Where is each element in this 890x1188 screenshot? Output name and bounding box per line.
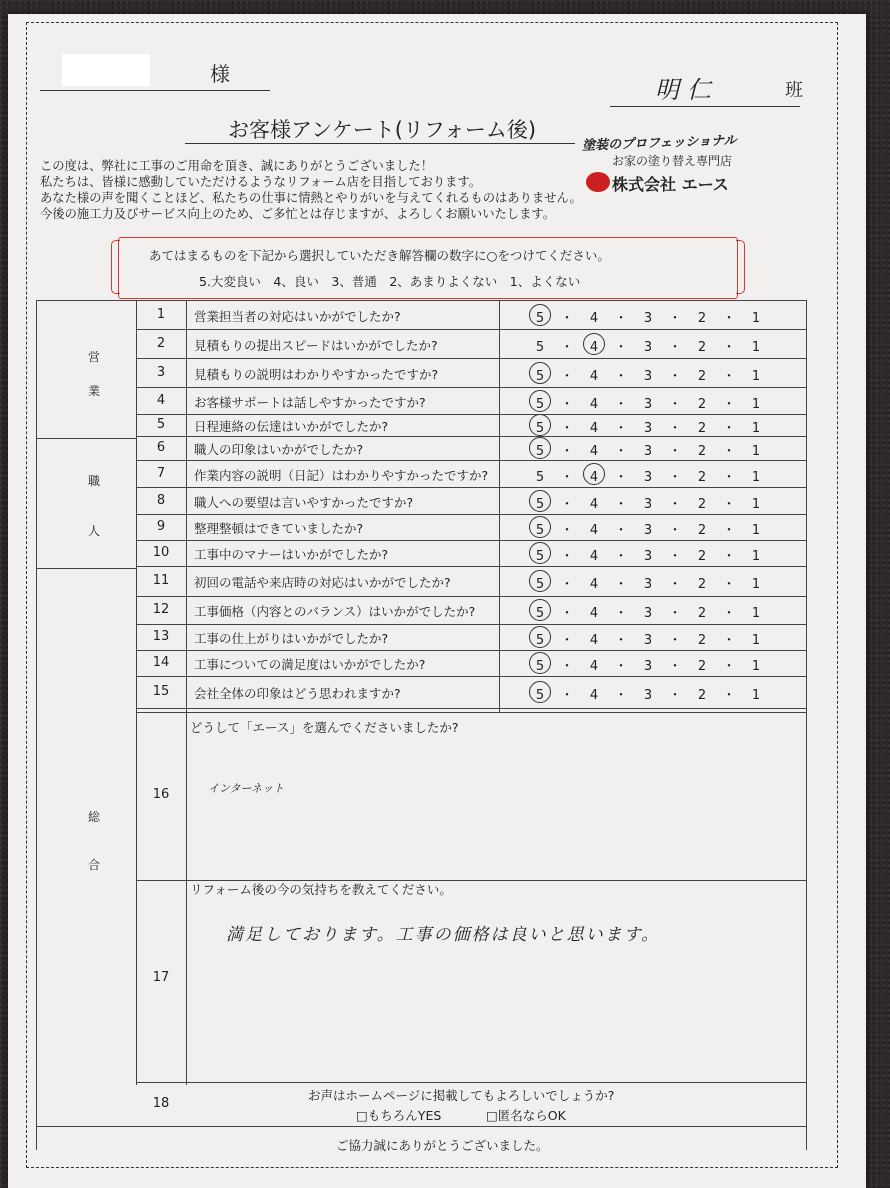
- rating-separator: ・: [722, 396, 736, 412]
- rating-separator: ・: [722, 577, 736, 592]
- rating-option[interactable]: 2: [697, 339, 707, 355]
- redacted-customer-name: [62, 54, 150, 86]
- question-text: 職人の印象はいかがでしたか?: [194, 442, 364, 457]
- row-border: [136, 650, 806, 651]
- rating-option[interactable]: 2: [697, 549, 707, 564]
- rating-option[interactable]: 3: [643, 368, 653, 384]
- rating-option[interactable]: 5: [535, 496, 545, 512]
- rating-option[interactable]: 2: [697, 659, 707, 674]
- rating-option[interactable]: 4: [589, 688, 599, 703]
- category-sales-2: 業: [88, 384, 101, 398]
- rating-separator: ・: [560, 577, 574, 592]
- answer-circle: [529, 516, 551, 538]
- question-text: 職人への要望は言いやすかったですか?: [194, 494, 414, 510]
- question-text: 工事価格（内容とのバランス）はいかがでしたか?: [194, 604, 476, 619]
- answer-circle: [529, 304, 551, 326]
- rating-option[interactable]: 5: [535, 577, 545, 592]
- answer-circle: [529, 652, 551, 674]
- rating-separator: ・: [668, 577, 682, 592]
- answer-circle: [529, 490, 551, 512]
- row-border: [136, 596, 806, 597]
- row-border: [136, 487, 806, 488]
- q16-question: どうして「エース」を選んでくださいましたか?: [190, 720, 459, 735]
- rating-scale: [531, 466, 765, 485]
- question-number: 10: [152, 545, 170, 560]
- question-number: 4: [156, 392, 166, 408]
- question-text: 工事についての満足度はいかがでしたか?: [194, 657, 426, 672]
- rating-option[interactable]: 3: [643, 396, 653, 412]
- rating-option[interactable]: 1: [751, 606, 761, 621]
- rating-separator: ・: [560, 396, 574, 412]
- row-border: [136, 460, 806, 461]
- rating-separator: ・: [614, 444, 628, 459]
- rating-separator: ・: [614, 633, 628, 648]
- rating-option[interactable]: 5: [535, 310, 545, 326]
- team-line: [610, 106, 800, 107]
- rating-option[interactable]: 1: [751, 496, 761, 512]
- rating-scale: [531, 545, 765, 564]
- row-border: [136, 566, 806, 567]
- rating-option[interactable]: 4: [589, 549, 599, 564]
- category-border: [36, 568, 136, 569]
- q18-option-anonymous[interactable]: □匿名ならOK: [486, 1108, 566, 1123]
- rating-option[interactable]: 3: [643, 523, 653, 538]
- rating-option[interactable]: 1: [751, 523, 761, 538]
- question-number: 5: [156, 417, 166, 432]
- rating-separator: ・: [722, 310, 736, 326]
- rating-option[interactable]: 2: [697, 368, 707, 384]
- category-border: [36, 438, 136, 439]
- rating-separator: ・: [560, 310, 574, 326]
- category-overall-2: 合: [88, 858, 101, 872]
- rating-option[interactable]: 1: [751, 310, 761, 326]
- answer-circle: [529, 542, 551, 564]
- answer-circle: [529, 414, 551, 436]
- rating-option[interactable]: 3: [643, 444, 653, 459]
- row-border: [136, 624, 806, 625]
- table-right-border: [806, 300, 807, 1150]
- rating-option[interactable]: 4: [589, 396, 599, 412]
- rating-scale: [531, 519, 765, 538]
- q17-number: 17: [152, 970, 170, 985]
- rating-option[interactable]: 1: [751, 659, 761, 674]
- rating-option[interactable]: 1: [751, 577, 761, 592]
- rating-option[interactable]: 2: [697, 523, 707, 538]
- rating-separator: ・: [560, 469, 574, 485]
- rating-separator: ・: [614, 421, 628, 436]
- rating-option[interactable]: 1: [751, 444, 761, 459]
- question-number: 12: [152, 602, 170, 617]
- rating-separator: ・: [560, 633, 574, 648]
- number-divider: [186, 300, 187, 1085]
- rating-option[interactable]: 5: [535, 659, 545, 674]
- company-tagline: 塗装のプロフェッショナル: [581, 133, 737, 154]
- question-text: 営業担当者の対応はいかがでしたか?: [194, 308, 401, 324]
- rating-separator: ・: [722, 421, 736, 436]
- rating-option[interactable]: 4: [589, 310, 599, 326]
- rating-option[interactable]: 4: [589, 421, 599, 436]
- rating-separator: ・: [668, 523, 682, 538]
- rating-option[interactable]: 2: [697, 496, 707, 512]
- category-craftsman-1: 職: [88, 474, 101, 488]
- rating-separator: ・: [560, 444, 574, 459]
- rating-scale: [531, 365, 765, 384]
- question-text: お客様サポートは話しやすかったですか?: [194, 394, 426, 410]
- rating-separator: ・: [614, 310, 628, 326]
- rating-option[interactable]: 4: [589, 606, 599, 621]
- rating-separator: ・: [668, 496, 682, 512]
- rating-separator: ・: [722, 549, 736, 564]
- question-text: 工事中のマナーはいかがでしたか?: [194, 547, 389, 562]
- row-border: [136, 676, 806, 677]
- footer-border: [36, 1126, 806, 1127]
- table-left-border: [36, 300, 37, 1150]
- rating-separator: ・: [668, 396, 682, 412]
- question-text: 会社全体の印象はどう思われますか?: [194, 686, 401, 701]
- rating-separator: ・: [722, 469, 736, 485]
- rating-option[interactable]: 5: [535, 549, 545, 564]
- rating-separator: ・: [668, 368, 682, 384]
- rating-option[interactable]: 1: [751, 688, 761, 703]
- question-number: 1: [156, 306, 166, 322]
- rating-separator: ・: [722, 444, 736, 459]
- rating-separator: ・: [668, 310, 682, 326]
- rating-option[interactable]: 2: [697, 469, 707, 485]
- rating-option[interactable]: 3: [643, 577, 653, 592]
- rating-scale: [531, 440, 765, 459]
- rating-option[interactable]: 2: [697, 688, 707, 703]
- rating-scale: [531, 655, 765, 674]
- question-number: 14: [152, 655, 170, 670]
- rating-option[interactable]: 4: [589, 469, 599, 485]
- question-number: 15: [152, 684, 170, 699]
- q18-question: お声はホームページに掲載してもよろしいでしょうか?: [308, 1088, 615, 1103]
- rating-scale: [531, 602, 765, 621]
- category-overall-1: 総: [88, 810, 101, 824]
- rating-separator: ・: [560, 688, 574, 703]
- category-sales-1: 営: [88, 350, 101, 364]
- rating-separator: ・: [614, 523, 628, 538]
- q18-option-yes[interactable]: □もちろんYES: [356, 1108, 442, 1123]
- question-number: 6: [156, 440, 166, 455]
- answer-circle: [529, 362, 551, 384]
- rating-option[interactable]: 1: [751, 469, 761, 485]
- question-number: 2: [156, 335, 166, 351]
- row-border: [136, 387, 806, 388]
- rating-option[interactable]: 1: [751, 421, 761, 436]
- company-logo-icon: [586, 172, 610, 192]
- rating-separator: ・: [668, 549, 682, 564]
- rating-option[interactable]: 1: [751, 339, 761, 355]
- rating-option[interactable]: 5: [535, 469, 545, 485]
- intro-line: この度は、弊社に工事のご用命を頂き、誠にありがとうございました！: [40, 159, 434, 173]
- rating-separator: ・: [560, 606, 574, 621]
- question-number: 13: [152, 629, 170, 644]
- rating-option[interactable]: 5: [535, 421, 545, 436]
- rating-option[interactable]: 3: [643, 606, 653, 621]
- rating-option[interactable]: 4: [589, 368, 599, 384]
- q17-answer: 満足しております。工事の価格は良いと思います。: [226, 925, 661, 945]
- row-border: [136, 712, 806, 713]
- team-label: 班: [785, 80, 803, 101]
- table-top-border: [36, 300, 806, 301]
- rating-option[interactable]: 1: [751, 396, 761, 412]
- rating-separator: ・: [722, 339, 736, 355]
- question-number: 3: [156, 364, 166, 380]
- rating-separator: ・: [614, 496, 628, 512]
- rating-option[interactable]: 5: [535, 339, 545, 355]
- rating-separator: ・: [614, 577, 628, 592]
- rating-option[interactable]: 5: [535, 523, 545, 538]
- rating-separator: ・: [668, 659, 682, 674]
- q18-number: 18: [152, 1096, 170, 1111]
- rating-legend: 5.大変良い 4、良い 3、普通 2、あまりよくない 1、よくない: [199, 274, 581, 289]
- rating-separator: ・: [614, 606, 628, 621]
- rating-option[interactable]: 3: [643, 421, 653, 436]
- rating-separator: ・: [614, 396, 628, 412]
- rating-option[interactable]: 1: [751, 368, 761, 384]
- rating-option[interactable]: 2: [697, 444, 707, 459]
- rating-option[interactable]: 3: [643, 659, 653, 674]
- instruction-box: [118, 237, 738, 299]
- rating-option[interactable]: 1: [751, 633, 761, 648]
- question-text: 見積もりの説明はわかりやすかったですか?: [194, 366, 439, 382]
- answer-circle: [529, 681, 551, 703]
- row-border: [136, 414, 806, 415]
- question-number: 7: [156, 465, 166, 481]
- rating-separator: ・: [614, 659, 628, 674]
- rating-scale: [531, 573, 765, 592]
- category-craftsman-2: 人: [88, 524, 101, 538]
- customer-suffix: 様: [210, 62, 230, 86]
- title-underline: [185, 143, 575, 144]
- q16-answer: インターネット: [208, 782, 285, 795]
- rating-option[interactable]: 5: [535, 633, 545, 648]
- rating-separator: ・: [560, 549, 574, 564]
- rating-option[interactable]: 5: [535, 606, 545, 621]
- rating-separator: ・: [722, 606, 736, 621]
- rating-scale: [531, 493, 765, 512]
- rating-option[interactable]: 4: [589, 523, 599, 538]
- question-text: 初回の電話や来店時の対応はいかがでしたか?: [194, 575, 451, 590]
- rating-option[interactable]: 2: [697, 606, 707, 621]
- intro-line: あなた様の声を聞くことほど、私たちの仕事に情熱とやりがいを与えてくれるものはありません。: [40, 191, 582, 205]
- row-border: [136, 329, 806, 330]
- rating-separator: ・: [614, 549, 628, 564]
- row-border: [136, 540, 806, 541]
- rating-separator: ・: [722, 633, 736, 648]
- instruction-line: あてはまるものを下記から選択していただき解答欄の数字に○をつけてください。: [149, 248, 610, 263]
- rating-separator: ・: [560, 368, 574, 384]
- rating-option[interactable]: 4: [589, 339, 599, 355]
- answer-circle: [583, 333, 605, 355]
- rating-option[interactable]: 4: [589, 633, 599, 648]
- rating-separator: ・: [668, 421, 682, 436]
- rating-option[interactable]: 3: [643, 339, 653, 355]
- rating-scale: [531, 629, 765, 648]
- rating-separator: ・: [614, 368, 628, 384]
- survey-title: お客様アンケート(リフォーム後): [228, 118, 537, 142]
- rating-option[interactable]: 5: [535, 444, 545, 459]
- survey-table: [36, 300, 806, 1153]
- answer-circle: [529, 390, 551, 412]
- rating-separator: ・: [560, 421, 574, 436]
- answer-circle: [529, 599, 551, 621]
- rating-option[interactable]: 2: [697, 421, 707, 436]
- row-border: [136, 1082, 806, 1083]
- rating-option[interactable]: 3: [643, 688, 653, 703]
- rating-option[interactable]: 3: [643, 310, 653, 326]
- rating-separator: ・: [560, 496, 574, 512]
- answer-circle: [529, 570, 551, 592]
- rating-option[interactable]: 3: [643, 469, 653, 485]
- rating-separator: ・: [560, 339, 574, 355]
- rating-scale: [531, 307, 765, 326]
- question-text: 工事の仕上がりはいかがでしたか?: [194, 631, 389, 646]
- row-border: [136, 358, 806, 359]
- rating-separator: ・: [668, 339, 682, 355]
- rating-scale: [531, 417, 765, 436]
- rating-separator: ・: [560, 659, 574, 674]
- row-border: [136, 514, 806, 515]
- rating-option[interactable]: 4: [589, 444, 599, 459]
- intro-line: 今後の施工力及びサービス向上のため、ご多忙とは存じますが、よろしくお願いいたします。: [40, 207, 555, 221]
- answer-circle: [583, 463, 605, 485]
- rating-option[interactable]: 2: [697, 577, 707, 592]
- rating-option[interactable]: 3: [643, 496, 653, 512]
- rating-option[interactable]: 5: [535, 688, 545, 703]
- rating-option[interactable]: 2: [697, 310, 707, 326]
- rating-option[interactable]: 2: [697, 633, 707, 648]
- rating-separator: ・: [722, 659, 736, 674]
- rating-option[interactable]: 2: [697, 396, 707, 412]
- question-number: 8: [156, 492, 166, 508]
- rating-separator: ・: [668, 469, 682, 485]
- answer-circle: [529, 626, 551, 648]
- rating-separator: ・: [722, 496, 736, 512]
- question-text: 作業内容の説明（日記）はわかりやすかったですか?: [194, 467, 489, 483]
- rating-separator: ・: [722, 688, 736, 703]
- rating-scale: [531, 684, 765, 703]
- row-border: [136, 708, 806, 709]
- rating-separator: ・: [614, 688, 628, 703]
- rating-separator: ・: [560, 523, 574, 538]
- rating-option[interactable]: 5: [535, 368, 545, 384]
- rating-separator: ・: [668, 444, 682, 459]
- team-name: 明仁: [655, 76, 719, 104]
- rating-separator: ・: [614, 339, 628, 355]
- rating-separator: ・: [722, 523, 736, 538]
- rating-separator: ・: [668, 688, 682, 703]
- question-number: 11: [152, 573, 170, 588]
- rating-option[interactable]: 1: [751, 549, 761, 564]
- footer-thanks: ご協力誠にありがとうございました。: [336, 1138, 549, 1153]
- intro-line: 私たちは、皆様に感動していただけるようなリフォーム店を目指しております。: [40, 175, 482, 189]
- scroll-decoration-right: [736, 240, 745, 294]
- rating-option[interactable]: 4: [589, 577, 599, 592]
- rating-scale: [531, 393, 765, 412]
- answer-circle: [529, 437, 551, 459]
- rating-option[interactable]: 5: [535, 396, 545, 412]
- question-text: 見積もりの提出スピードはいかがでしたか?: [194, 337, 438, 353]
- question-number: 9: [156, 519, 166, 534]
- question-text: 日程連絡の伝達はいかがでしたか?: [194, 419, 389, 434]
- rating-separator: ・: [722, 368, 736, 384]
- q16-number: 16: [152, 787, 170, 802]
- rating-scale: [531, 336, 765, 355]
- rating-option[interactable]: 3: [643, 633, 653, 648]
- customer-name-line: [40, 90, 270, 91]
- q17-question: リフォーム後の今の気持ちを教えてください。: [190, 882, 452, 897]
- company-subtitle: お家の塗り替え専門店: [612, 154, 733, 168]
- question-text: 整理整頓はできていましたか?: [194, 521, 364, 536]
- rating-separator: ・: [668, 606, 682, 621]
- rating-option[interactable]: 4: [589, 496, 599, 512]
- row-border: [136, 436, 806, 437]
- company-name: 株式会社 エース: [612, 175, 729, 194]
- intro-text: [40, 158, 582, 222]
- rating-option[interactable]: 4: [589, 659, 599, 674]
- rating-separator: ・: [614, 469, 628, 485]
- scroll-decoration-left: [111, 240, 120, 294]
- rating-option[interactable]: 3: [643, 549, 653, 564]
- rating-separator: ・: [668, 633, 682, 648]
